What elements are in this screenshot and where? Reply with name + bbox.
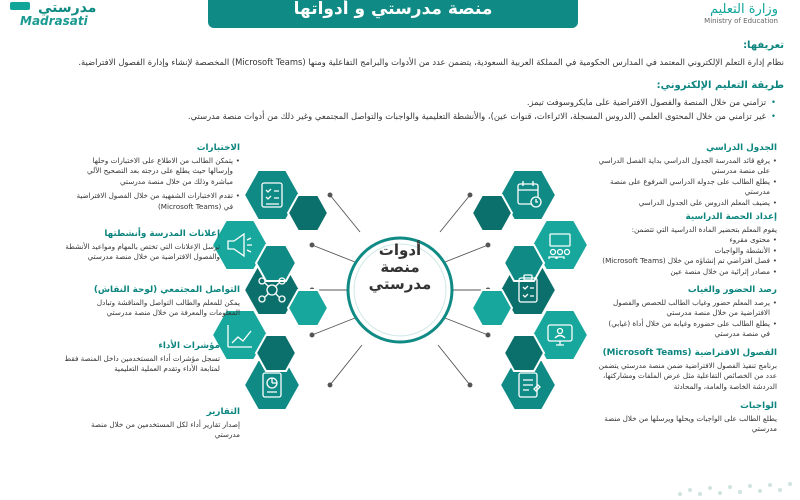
block-attendance — [597, 285, 777, 340]
connector-right-5 — [438, 345, 470, 385]
block-lesson-prep-intro: يقوم المعلم بتحضير المادة الدراسية التي تتضمن: — [631, 224, 777, 234]
list-item: • يرفع قائد المدرسة الجدول الدراسي بداية الفصل الدراسي على منصة مدرستي — [597, 156, 777, 177]
page-title: منصة مدرستي و أدواتها — [208, 0, 578, 28]
method-line-2: • غير تزامني من خلال المحتوى العلمي (الدروس المسجلة، الاثراءات، قنوات عين)، والأنشطة التعليمية والواجبات والتواصل المجتمعي وغير ذلك من أدوات منصة مدرستي. — [36, 110, 776, 122]
block-homework-text: يطلع الطالب على الواجبات ويحلها ويرسلها من خلال منصة مدرستي — [604, 413, 777, 433]
center-line-3: مدرستي — [368, 275, 432, 293]
hex-inner — [472, 195, 512, 231]
center-hub-text — [363, 242, 437, 293]
list-item: • الأنشطة والواجبات — [597, 246, 777, 257]
block-community-text: يمكن للمعلم والطالب التواصل والمناقشة وتبادل المعلومات والمعرفة من خلال منصة مدرستي — [96, 297, 240, 317]
block-performance — [50, 341, 220, 375]
block-reports-text: إصدار تقارير أداء لكل المستخدمين من خلال منصة مدرستي — [91, 419, 240, 439]
block-lesson-prep-title: إعداد الحصة الدراسية — [685, 212, 777, 222]
right-hex-column — [472, 170, 588, 410]
hex-inner — [472, 290, 512, 326]
method-heading: طريقة التعليم الإلكتروني: — [656, 80, 784, 91]
decorative-pattern — [670, 460, 800, 500]
list-item: • يضيف المعلم الدروس على الجدول الدراسي — [597, 198, 777, 209]
connector-left-5 — [330, 345, 362, 385]
block-schedule — [597, 143, 777, 208]
list-item: • يرصد المعلم حضور وغياب الطالب للحصص والفصول الافتراضية من خلال منصة مدرستي — [597, 298, 777, 319]
logo-left-arabic: مدرستي — [38, 0, 97, 16]
block-community — [70, 285, 240, 319]
hex-inner — [288, 290, 328, 326]
connector-dot — [328, 383, 332, 387]
method-line-1: • تزامني من خلال المنصة والفصول الافتراضية على مايكروسوفت تيمز. — [36, 96, 776, 108]
block-reports — [70, 407, 240, 441]
logo-left-english: Madrasati — [20, 14, 88, 28]
list-item: • فصل افتراضي تم إنشاؤه من خلال (Microsoft Teams) — [597, 256, 777, 267]
list-item: • يطلع الطالب على جدوله الدراسي المرفوع على منصة مدرستي — [597, 177, 777, 198]
block-virtual-classes — [597, 348, 777, 392]
hex-inner — [256, 245, 296, 281]
connector-dot — [328, 193, 332, 197]
block-lesson-prep — [597, 212, 777, 277]
connector-dot — [486, 243, 490, 247]
intro-text: نظام إدارة التعلم الإلكتروني المعتمد في المدارس الحكومية في المملكة العربية السعودية، يتضمن عدد من الأدوات والبرامج التفاعلية ومنها (Microsoft Teams) المخصصة لإنشاء وإدارة الفصول الافتراضية. — [78, 57, 784, 67]
connector-dot — [310, 243, 314, 247]
logo-right-arabic: وزارة التعليم — [709, 2, 778, 17]
block-announcements — [50, 229, 220, 263]
connector-dot — [310, 333, 314, 337]
list-item: • يتمكن الطالب من الاطلاع على الاختبارات وحلها وإرسالها حيث يطلع على درجته بعد التصحيح الآلي مباشرة وذلك من خلال منصة مدرستي — [70, 156, 240, 188]
block-homework-title: الواجبات — [740, 401, 777, 411]
connector-dot — [468, 193, 472, 197]
connector-left-1 — [330, 195, 360, 232]
connector-left-2 — [312, 245, 355, 262]
block-performance-title: مؤشرات الأداء — [158, 341, 220, 351]
list-item: • يطلع الطالب على حضوره وغيابه من خلال أداة (غيابي) في منصة مدرستي — [597, 319, 777, 340]
connector-right-1 — [440, 195, 470, 232]
list-item: • محتوى مقروء — [597, 235, 777, 246]
connector-dot — [486, 333, 490, 337]
block-schedule-title: الجدول الدراسي — [706, 143, 777, 153]
block-virtual-classes-title: الفصول الافتراضية (Microsoft Teams) — [602, 348, 777, 358]
intro-heading: تعريفها: — [743, 40, 784, 51]
block-reports-title: التقارير — [206, 407, 240, 417]
hex-inner — [256, 335, 296, 371]
block-homework — [597, 401, 777, 435]
connector-dot — [468, 383, 472, 387]
hex-inner — [504, 335, 544, 371]
connector-right-2 — [445, 245, 488, 262]
block-virtual-classes-text: برنامج تنفيذ الفصول الافتراضية ضمن منصة مدرستي يتضمن عدد من الخصائص التفاعلية مثل عرض الملفات ومشاركتها، الدردشة الخاصة والعامة، والمحادثة — [598, 360, 777, 391]
list-item: • تقدم الاختبارات الشفهية من خلال الفصول الافتراضية في (Microsoft Teams) — [70, 191, 240, 212]
list-item: • مصادر إثرائية من خلال منصة عين — [597, 267, 777, 278]
center-line-1: أدوات — [378, 241, 422, 259]
block-tests — [70, 143, 240, 212]
block-announcements-title: إعلانات المدرسة وأنشطتها — [104, 229, 220, 239]
block-announcements-text: ترسل الإعلانات التي تختص بالمهام ومواعيد الأنشطة والفصول الافتراضية من خلال منصة مدرستي — [65, 241, 220, 261]
center-line-2: منصة — [380, 258, 420, 276]
block-performance-text: تسجل مؤشرات أداء المستخدمين داخل المنصة فقط لمتابعة الأداء وتقدم العملية التعليمية — [64, 353, 220, 373]
block-tests-title: الاختبارات — [196, 143, 240, 153]
logo-right-english: Ministry of Education — [704, 17, 778, 25]
hex-inner — [288, 195, 328, 231]
block-community-title: التواصل المجتمعي (لوحة النقاش) — [93, 285, 240, 295]
block-attendance-title: رصد الحضور والغياب — [687, 285, 777, 295]
